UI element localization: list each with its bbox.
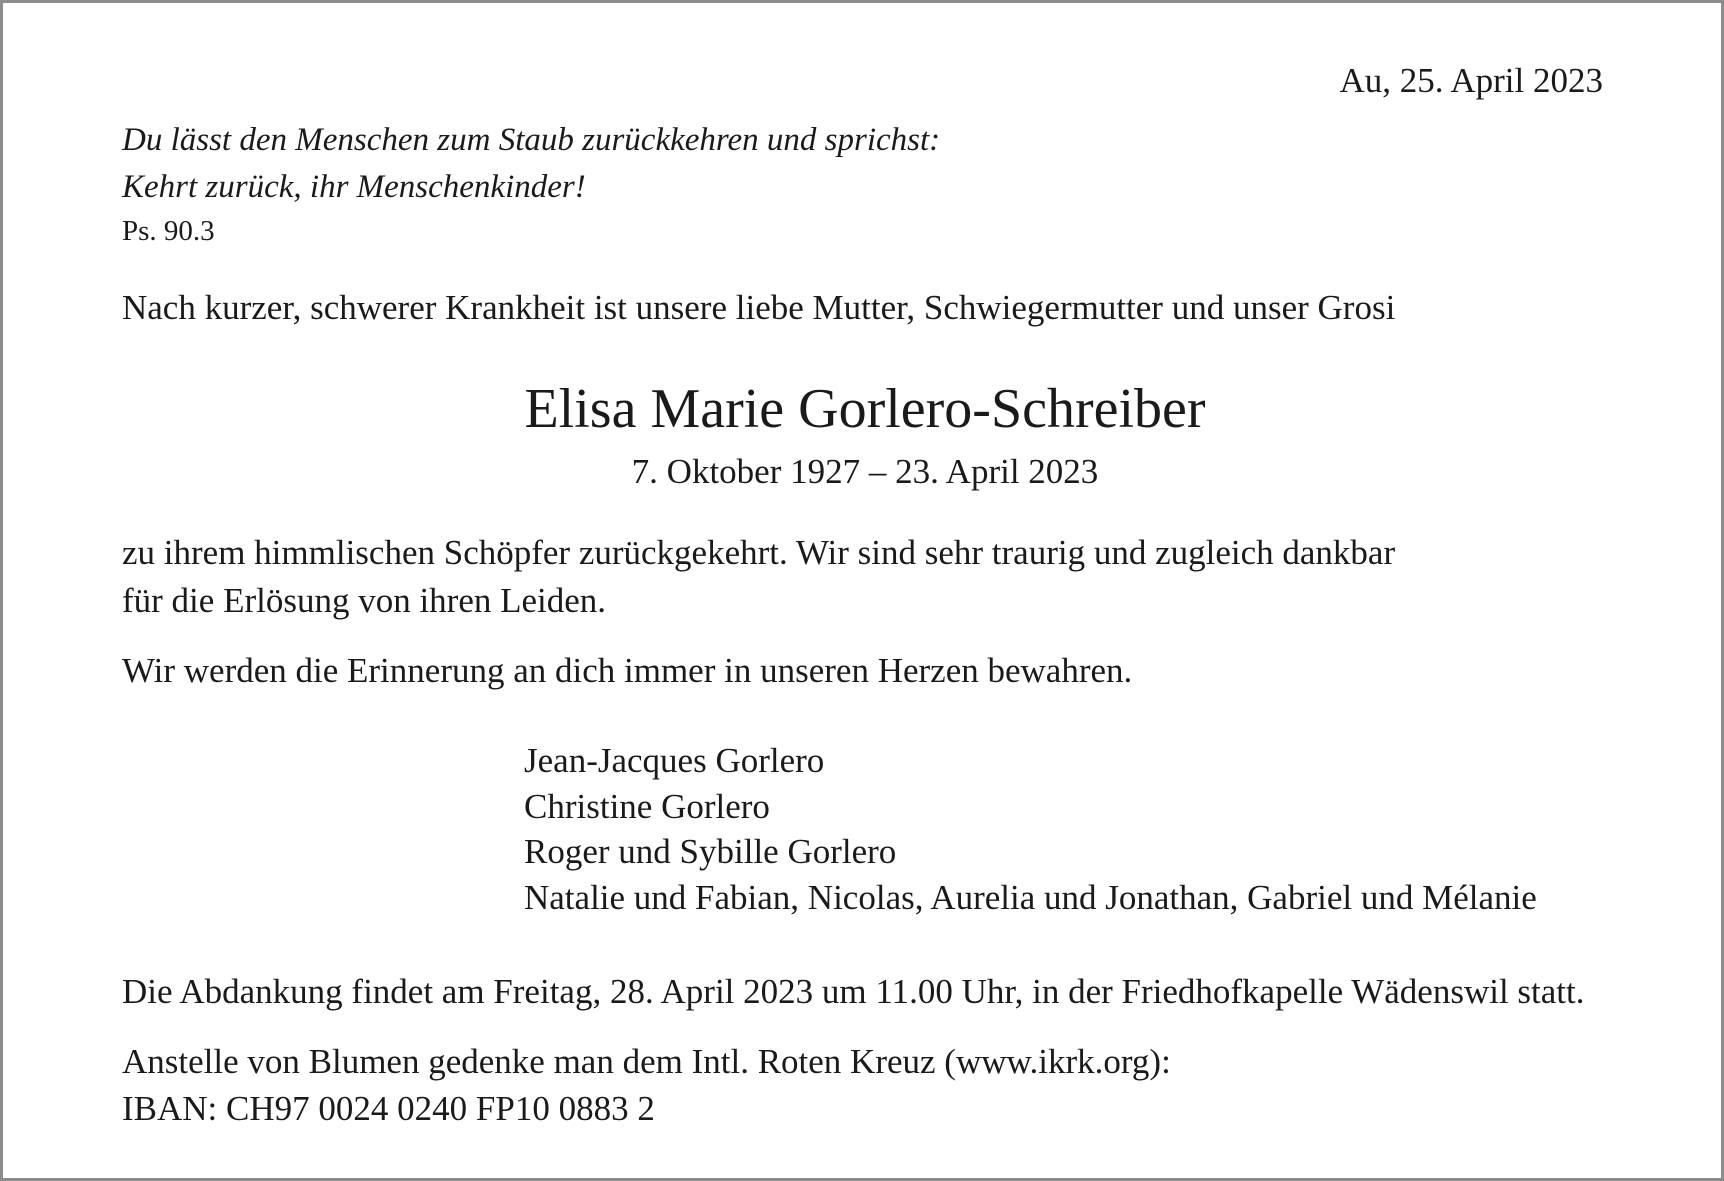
mourner-item: Roger und Sybille Gorlero (524, 832, 897, 871)
paragraph-1-line-2: für die Erlösung von ihren Leiden. (122, 581, 607, 620)
iban-number: IBAN: CH97 0024 0240 FP10 0883 2 (122, 1089, 655, 1128)
intro-text: Nach kurzer, schwerer Krankheit ist unsere liebe Mutter, Schwiegermutter und unser Grosi (122, 288, 1396, 327)
donation-note: Anstelle von Blumen gedenke man dem Intl. Roten Kreuz (www.ikrk.org): (122, 1042, 1171, 1081)
paragraph-1-line-1: zu ihrem himmlischen Schöpfer zurückgekehrt. Wir sind sehr traurig und zugleich dankbar (122, 533, 1396, 572)
paragraph-2: Wir werden die Erinnerung an dich immer in unseren Herzen bewahren. (122, 651, 1133, 690)
mourner-item: Jean-Jacques Gorlero (524, 741, 825, 780)
verse-line-2: Kehrt zurück, ihr Menschenkinder! (122, 169, 586, 205)
verse-reference: Ps. 90.3 (122, 215, 215, 247)
verse-line-1: Du lässt den Menschen zum Staub zurückkehren und sprichst: (122, 122, 941, 158)
lifespan-dates: 7. Oktober 1927 – 23. April 2023 (631, 452, 1099, 491)
mourner-item: Natalie und Fabian, Nicolas, Aurelia und Jonathan, Gabriel und Mélanie (524, 878, 1537, 917)
funeral-service-info: Die Abdankung findet am Freitag, 28. April 2023 um 11.00 Uhr, in der Friedhofkapelle Wädenswil statt. (122, 972, 1585, 1011)
deceased-name: Elisa Marie Gorlero-Schreiber (524, 378, 1206, 440)
place-date: Au, 25. April 2023 (1339, 61, 1603, 100)
mourner-item: Christine Gorlero (524, 787, 770, 826)
